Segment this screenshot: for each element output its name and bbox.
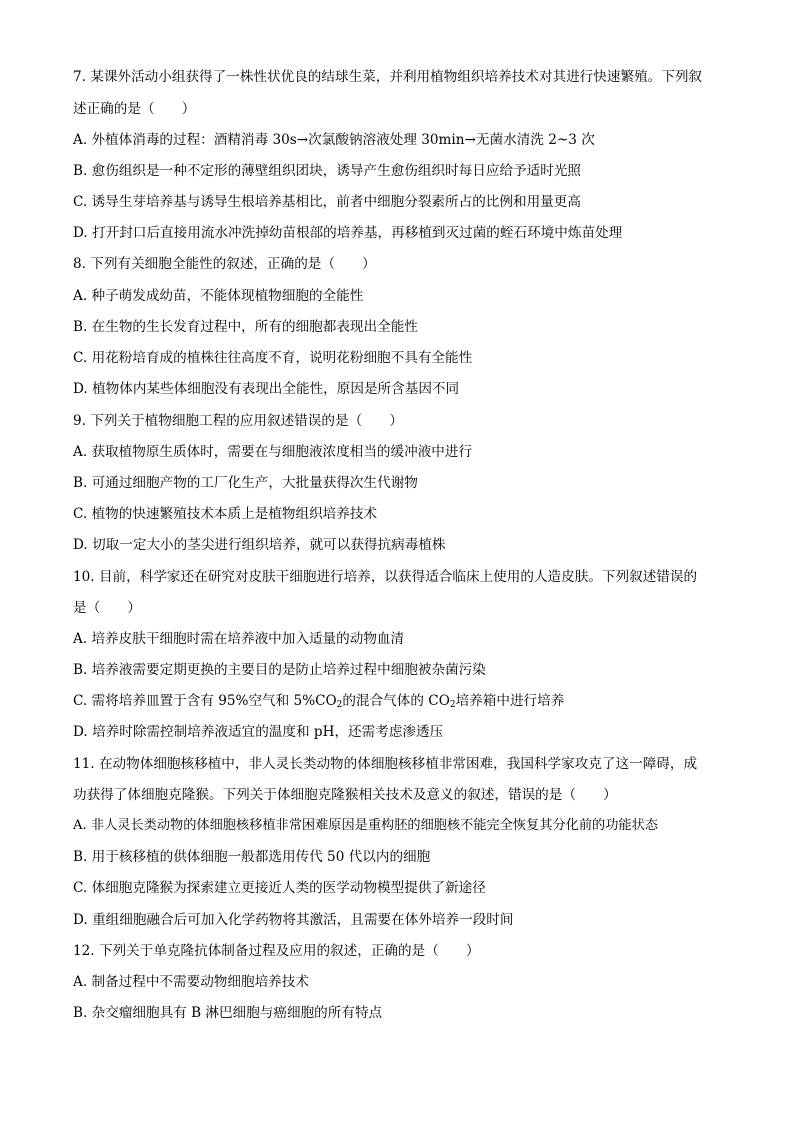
question-8-option-b: B. 在生物的生长发育过程中，所有的细胞都表现出全能性 [73, 319, 418, 335]
question-7-option-b: B. 愈伤组织是一种不定形的薄壁组织团块，诱导产生愈伤组织时每日应给予适时光照 [73, 163, 582, 179]
question-8-stem: 8. 下列有关细胞全能性的叙述，正确的是（ ） [73, 256, 376, 272]
question-8-option-a: A. 种子萌发成幼苗，不能体现植物细胞的全能性 [73, 288, 364, 304]
question-7-stem-line-2: 述正确的是（ ） [73, 101, 196, 117]
question-9-option-b: B. 可通过细胞产物的工厂化生产，大批量获得次生代谢物 [73, 475, 418, 491]
question-10-stem-line-1: 10. 目前，科学家还在研究对皮肤干细胞进行培养，以获得适合临床上使用的人造皮肤。下列叙述错误的 [73, 569, 698, 585]
question-7-stem-line-1: 7. 某课外活动小组获得了一株性状优良的结球生菜，并利用植物组织培养技术对其进行快速繁殖。下列叙 [73, 69, 703, 85]
question-11-stem-line-2: 功获得了体细胞克隆猴。下列关于体细胞克隆猴相关技术及意义的叙述，错误的是（ ） [73, 787, 617, 803]
question-7-option-c: C. 诱导生芽培养基与诱导生根培养基相比，前者中细胞分裂素所占的比例和用量更高 [73, 194, 581, 210]
question-11-option-b: B. 用于核移植的供体细胞一般都选用传代 50 代以内的细胞 [73, 849, 431, 865]
question-9-option-a: A. 获取植物原生质体时，需要在与细胞液浓度相当的缓冲液中进行 [73, 444, 473, 460]
question-9-option-c: C. 植物的快速繁殖技术本质上是植物组织培养技术 [73, 506, 378, 522]
question-10-option-b: B. 培养液需要定期更换的主要目的是防止培养过程中细胞被杂菌污染 [73, 662, 486, 678]
question-12-stem: 12. 下列关于单克隆抗体制备过程及应用的叙述，正确的是（ ） [73, 943, 480, 959]
question-9-option-d: D. 切取一定大小的茎尖进行组织培养，就可以获得抗病毒植株 [73, 537, 446, 553]
question-7-option-d: D. 打开封口后直接用流水冲洗掉幼苗根部的培养基，再移植到灭过菌的蛭石环境中炼苗处理 [73, 225, 623, 241]
question-8-option-d: D. 植物体内某些体细胞没有表现出全能性，原因是所含基因不同 [73, 381, 460, 397]
question-12-option-a: A. 制备过程中不需要动物细胞培养技术 [73, 974, 309, 990]
question-10-option-c: C. 需将培养皿置于含有 95%空气和 $5\%CO_2$的混合气体的 $CO_2$培养箱中进行培养 [73, 693, 565, 710]
question-8-option-c: C. 用花粉培育成的植株往往高度不育，说明花粉细胞不具有全能性 [73, 350, 473, 366]
question-12-option-b: B. 杂交瘤细胞具有 B 淋巴细胞与癌细胞的所有特点 [73, 1005, 383, 1021]
question-11-stem-line-1: 11. 在动物体细胞核移植中，非人灵长类动物的体细胞核移植非常困难，我国科学家攻克了这一障碍，成 [73, 756, 698, 772]
question-10-stem-line-2: 是（ ） [73, 600, 141, 616]
question-11-option-a: A. 非人灵长类动物的体细胞核移植非常困难原因是重构胚的细胞核不能完全恢复其分化前的功能状态 [73, 818, 658, 833]
question-11-option-d: D. 重组细胞融合后可加入化学药物将其激活，且需要在体外培养一段时间 [73, 912, 514, 928]
question-9-stem: 9. 下列关于植物细胞工程的应用叙述错误的是（ ） [73, 413, 403, 429]
question-10-option-a: A. 培养皮肤干细胞时需在培养液中加入适量的动物血清 [73, 631, 405, 647]
question-11-option-c: C. 体细胞克隆猴为探索建立更接近人类的医学动物模型提供了新途径 [73, 880, 486, 896]
question-7-option-a: A. 外植体消毒的过程：酒精消毒 30s→次氯酸钠溶液处理 30min→无菌水清洗 2~3 次 [73, 132, 595, 148]
question-10-option-d: D. 培养时除需控制培养液适宜的温度和 pH，还需考虑渗透压 [73, 724, 444, 740]
